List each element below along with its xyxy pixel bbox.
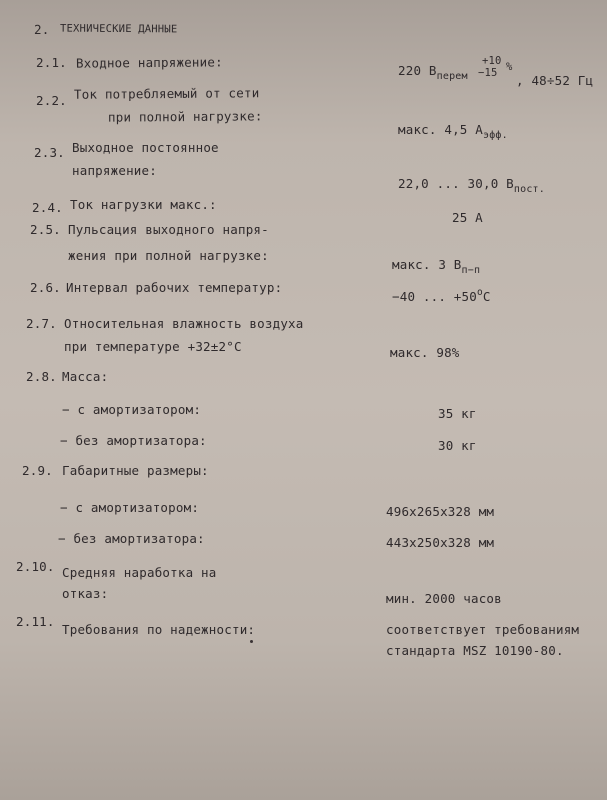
item-value: мин. 2000 часов xyxy=(386,591,502,606)
item-label: напряжение: xyxy=(72,163,157,178)
item-number: 2.8. xyxy=(26,369,57,384)
tolerance-minus: −15 xyxy=(478,67,498,79)
ink-mark xyxy=(250,640,253,643)
section-number: 2. xyxy=(33,21,50,38)
item-label: отказ: xyxy=(62,586,109,601)
item-label: Входное напряжение: xyxy=(75,54,223,71)
sub-item-label: − с амортизатором: xyxy=(62,402,202,417)
section-title: ТЕХНИЧЕСКИЕ ДАННЫЕ xyxy=(59,22,178,36)
item-label: Пульсация выходного напря- xyxy=(68,222,269,237)
item-number: 2.1. xyxy=(36,55,67,70)
frequency-range: , 48÷52 Гц xyxy=(516,73,594,88)
item-value: 496х265х328 мм xyxy=(386,504,495,519)
item-number: 2.11. xyxy=(16,614,55,629)
item-number: 2.7. xyxy=(26,316,57,331)
item-label: Габаритные размеры: xyxy=(62,463,209,478)
item-number: 2.9. xyxy=(22,463,53,478)
item-label: Относительная влажность воздуха xyxy=(64,316,304,331)
item-value xyxy=(398,63,468,82)
item-value: −40 ... $+50^оС$ xyxy=(392,287,491,304)
tolerance-plus: +10 xyxy=(482,55,502,67)
value-base: 220 В xyxy=(398,63,437,78)
item-label: Интервал рабочих температур: xyxy=(66,280,283,295)
item-number: 2.2. xyxy=(36,93,67,108)
item-label: при температуре +32±2°С xyxy=(64,339,242,354)
item-value: макс. 4,5 $А_{эфф.}$ xyxy=(398,122,508,141)
value-subscript: перем xyxy=(436,71,468,82)
item-value: 30 кг xyxy=(438,438,477,453)
sub-item-label: − без амортизатора: xyxy=(60,433,207,448)
item-label: Ток потребляемый от сети xyxy=(73,85,260,102)
item-value: соответствует требованиям xyxy=(386,622,580,637)
tolerance-percent: % xyxy=(506,61,513,73)
item-number: 2.5. xyxy=(30,222,61,237)
item-number: 2.10. xyxy=(16,559,55,574)
item-value: макс. 3 $В_{п-п}$ xyxy=(392,257,481,276)
item-value: макс. 98% xyxy=(390,345,460,360)
item-label: жения при полной нагрузке: xyxy=(68,248,269,263)
sub-item-label: − с амортизатором: xyxy=(60,500,200,515)
item-label: Масса: xyxy=(62,369,109,384)
item-value-continued: стандарта MSZ 10190-80. xyxy=(386,643,564,658)
item-label: Выходное постоянное xyxy=(72,140,219,155)
item-label: Ток нагрузки макс.: xyxy=(70,197,217,212)
item-number: 2.4. xyxy=(32,200,63,215)
item-value: 25 А xyxy=(452,210,483,225)
sub-item-label: − без амортизатора: xyxy=(58,531,205,546)
item-label: при полной нагрузке: xyxy=(107,108,263,125)
item-number: 2.3. xyxy=(34,145,65,160)
item-value: 35 кг xyxy=(438,406,477,421)
item-value: 22,0 ... 30,0 $В_{пост.}$ xyxy=(398,176,545,195)
item-label: Требования по надежности: xyxy=(62,622,256,637)
item-number: 2.6. xyxy=(30,280,61,295)
item-value: 443х250х328 мм xyxy=(386,535,495,550)
item-label: Средняя наработка на xyxy=(62,565,217,580)
